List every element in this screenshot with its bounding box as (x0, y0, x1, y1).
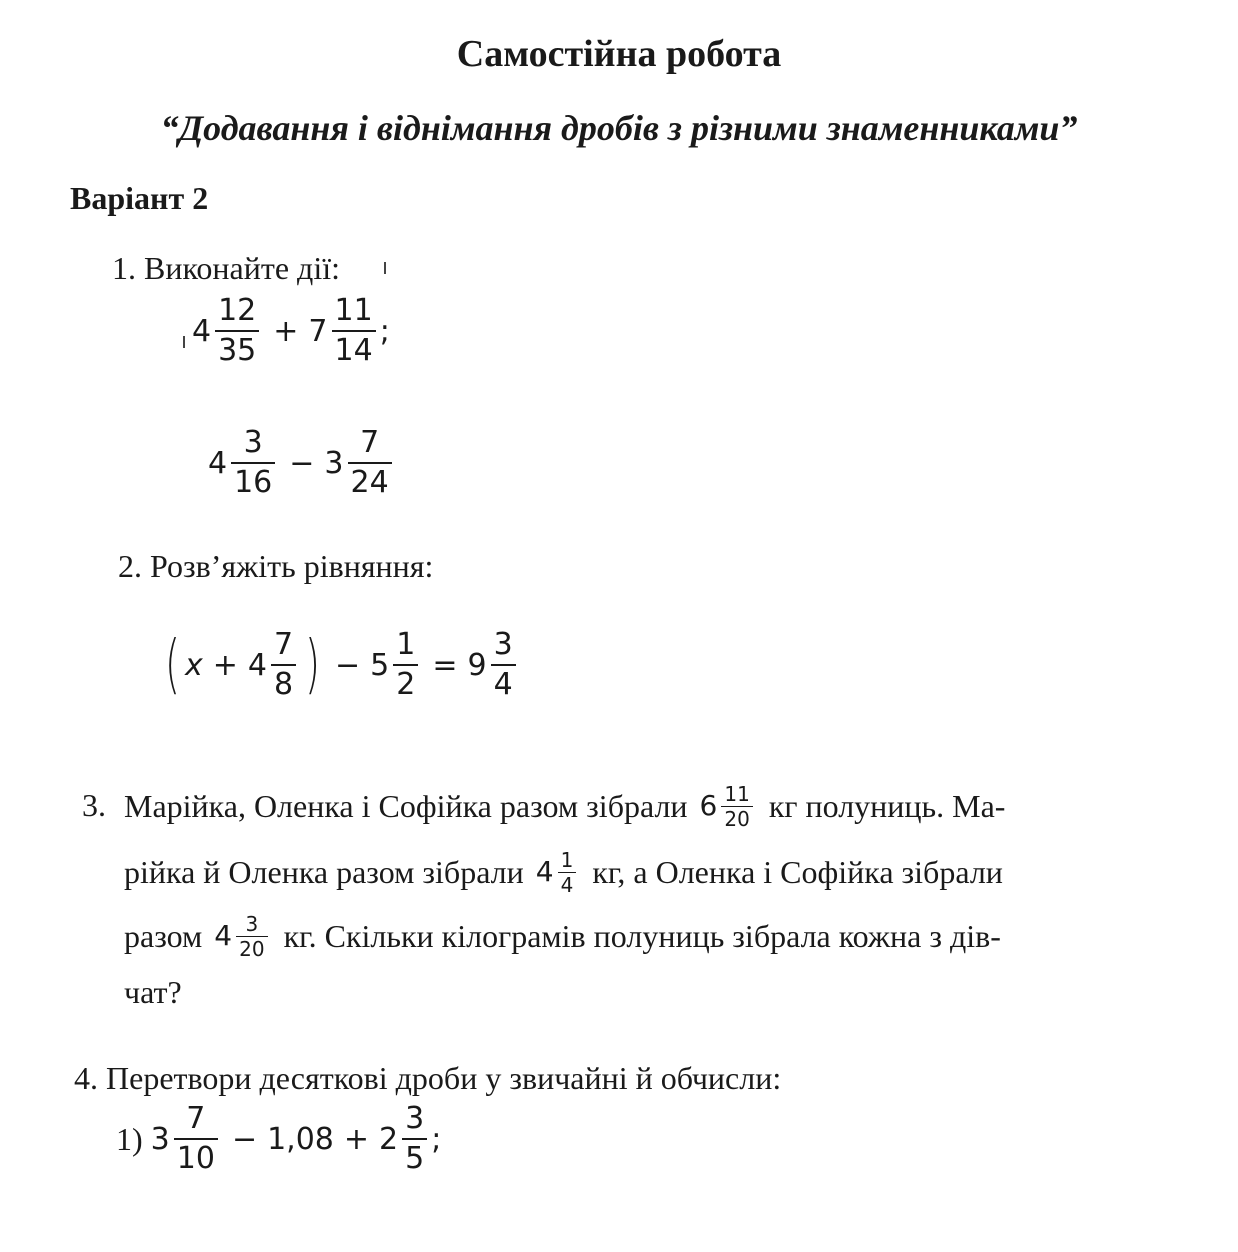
denominator: 20 (721, 806, 752, 829)
whole-number: 4 (535, 855, 554, 888)
task3-text: кг, а Оленка і Софійка зібрали (592, 854, 1003, 890)
task3-text: кг. Скільки кілограмів полуниць зібрала кожна з дів- (283, 918, 1001, 954)
operator: + (343, 1121, 370, 1157)
operator: − (335, 647, 361, 683)
numerator: 11 (334, 293, 373, 328)
task3-text: кг полуниць. Ма- (768, 788, 1006, 824)
denominator: 4 (558, 872, 577, 895)
scan-mark (384, 262, 386, 274)
whole-number: 4 (192, 313, 212, 349)
variant-label: Варіант 2 (70, 180, 209, 216)
operator: − (289, 445, 315, 481)
mixed-number (214, 911, 271, 961)
variable-x: x (184, 647, 203, 683)
fraction (231, 425, 275, 500)
task1-label: 1. Виконайте дії: (112, 250, 340, 286)
task3-text: Марійка, Оленка і Софійка разом зібрали (124, 788, 688, 824)
whole-number: 7 (308, 313, 328, 349)
numerator: 7 (186, 1101, 206, 1136)
page-title: Самостійна робота (456, 33, 782, 75)
denominator: 8 (271, 664, 296, 700)
fraction (215, 293, 259, 368)
numerator: 12 (218, 293, 257, 328)
scan-mark (183, 336, 185, 348)
task4-item-1 (116, 1101, 442, 1176)
fraction (174, 1101, 218, 1176)
whole-number: 4 (208, 445, 228, 481)
task3-text: рійка й Оленка разом зібрали (124, 854, 524, 890)
task1-expression-1 (192, 293, 390, 368)
denominator: 2 (393, 664, 418, 700)
mixed-number (699, 781, 757, 831)
task3-text: разом (124, 918, 203, 954)
mixed-number (535, 847, 581, 897)
decimal-number: 1,08 (267, 1121, 334, 1157)
whole-number: 6 (699, 789, 718, 822)
numerator: 1 (560, 847, 574, 872)
whole-number: 3 (324, 445, 344, 481)
operator: + (212, 647, 238, 683)
denominator: 20 (236, 936, 267, 959)
numerator: 3 (245, 911, 259, 936)
denominator: 14 (332, 330, 376, 366)
fraction (393, 627, 418, 702)
numerator: 3 (243, 425, 263, 460)
whole-number: 4 (214, 919, 233, 952)
fraction (236, 911, 267, 961)
whole-number: 3 (150, 1121, 170, 1157)
semicolon: ; (379, 313, 390, 349)
operator: + (273, 313, 299, 349)
fraction (271, 627, 296, 702)
task3-line-2 (124, 842, 1003, 902)
whole-number: 2 (379, 1121, 399, 1157)
numerator: 7 (273, 627, 294, 662)
fraction (332, 293, 376, 368)
denominator: 35 (215, 330, 259, 366)
denominator: 16 (231, 462, 275, 498)
task1-expression-2 (208, 425, 396, 500)
fraction (491, 627, 516, 702)
left-paren: ( (164, 628, 180, 702)
task3-line-3 (124, 906, 1001, 966)
numerator: 11 (724, 781, 750, 806)
numerator: 7 (360, 425, 380, 460)
item-number: 1) (116, 1120, 143, 1157)
whole-number: 9 (467, 647, 487, 683)
task2-label: 2. Розв’яжіть рівняння: (118, 548, 434, 584)
whole-number: 5 (370, 647, 390, 683)
fraction (558, 847, 577, 897)
task3-number: 3. (82, 787, 106, 823)
equals-sign: = (432, 647, 458, 683)
whole-number: 4 (247, 647, 267, 683)
fraction (348, 425, 392, 500)
numerator: 1 (396, 627, 416, 662)
right-paren: ) (305, 628, 321, 702)
page-subtitle: “Додавання і віднімання дробів з різними знаменниками” (160, 108, 1078, 148)
denominator: 10 (174, 1138, 218, 1174)
fraction (721, 781, 752, 831)
operator: − (231, 1121, 258, 1157)
numerator: 3 (493, 627, 513, 662)
denominator: 4 (491, 664, 516, 700)
task4-label: 4. Перетвори десяткові дроби у звичайні й обчисли: (74, 1060, 782, 1096)
fraction (402, 1101, 427, 1176)
numerator: 3 (405, 1101, 425, 1136)
task3-line-1 (124, 776, 1005, 836)
task3-line-4: чат? (124, 974, 182, 1010)
task2-equation (160, 627, 520, 702)
semicolon: ; (431, 1121, 442, 1157)
denominator: 5 (402, 1138, 427, 1174)
denominator: 24 (348, 462, 392, 498)
